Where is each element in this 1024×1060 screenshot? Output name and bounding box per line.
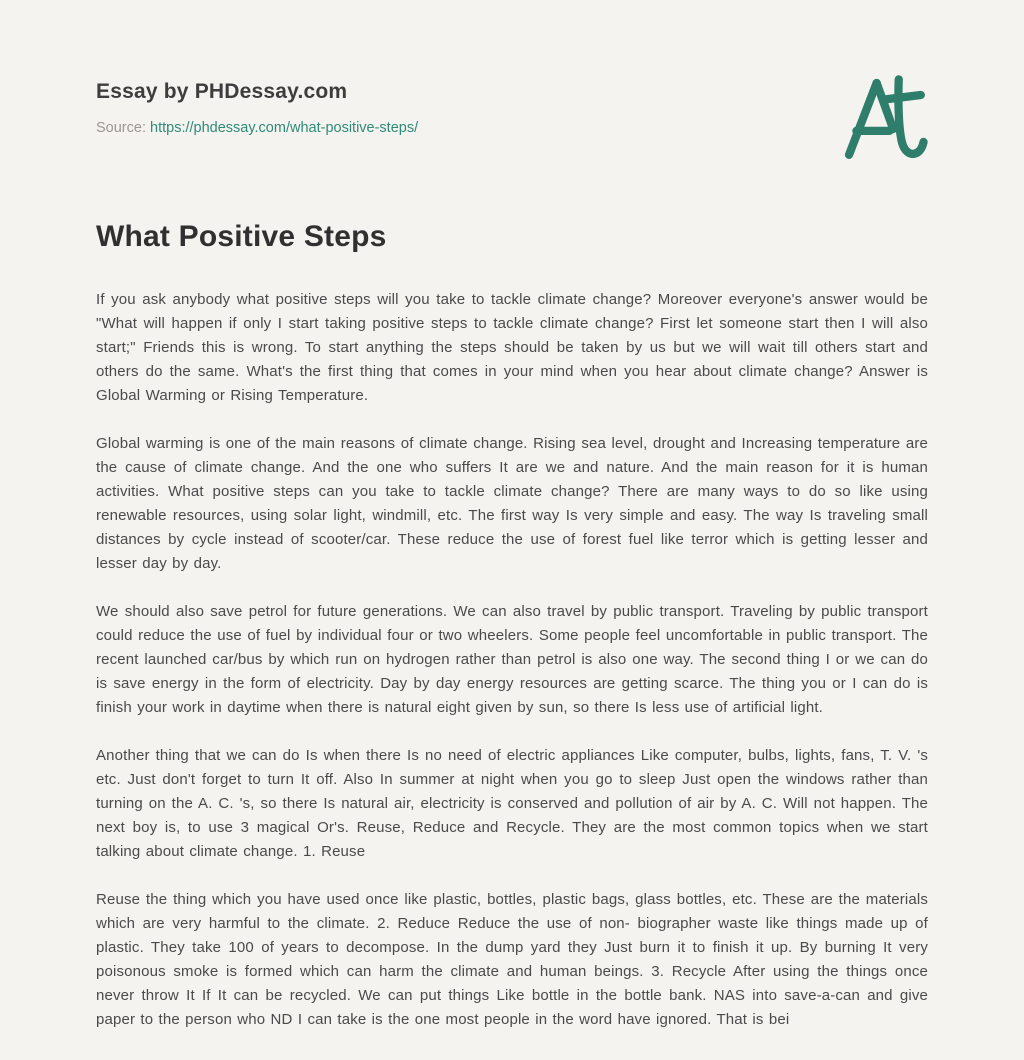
- source-label: Source:: [96, 120, 146, 136]
- essay-byline: Essay by PHDessay.com: [96, 80, 348, 103]
- essay-body: [96, 288, 928, 1032]
- source-line: [96, 120, 928, 136]
- phdessay-logo-icon: [838, 68, 930, 168]
- essay-paragraph: We should also save petrol for future generations. We can also travel by public transport. Traveling by public transport could reduce the use of fuel by individual four or two wheelers. Some people feel uncomfortable in public transport. The recent launched car/bus by which run on hydrogen rather than petrol is also one way. The second thing I or we can do is save energy in the form of electricity. Day by day energy resources are getting scarce. The thing you or I can do is finish your work in daytime when there is natural eight given by sun, so there Is less use of artificial light.: [96, 603, 928, 716]
- source-url-link[interactable]: https://phdessay.com/what-positive-steps/: [150, 120, 419, 136]
- essay-title: What Positive Steps: [96, 220, 387, 253]
- essay-paragraph: If you ask anybody what positive steps will you take to tackle climate change? Moreover everyone's answer would be "What will happen if only I start taking positive steps to tackle climate change? First let someone start then I will also start;" Friends this is wrong. To start anything the steps should be taken by us but we will wait till others start and others do the same. What's the first thing that comes in your mind when you hear about climate change? Answer is Global Warming or Rising Temperature.: [96, 291, 928, 404]
- essay-paragraph: Another thing that we can do Is when there Is no need of electric appliances Like computer, bulbs, lights, fans, T. V. 's etc. Just don't forget to turn It off. Also In summer at night when you go to sleep Just open the windows rather than turning on the A. C. 's, so there Is natural air, electricity is conserved and pollution of air by A. C. Will not happen. The next boy is, to use 3 magical Or's. Reuse, Reduce and Recycle. They are the most common topics when we start talking about climate change. 1. Reuse: [96, 747, 928, 860]
- essay-paragraph: Global warming is one of the main reasons of climate change. Rising sea level, drought and Increasing temperature are the cause of climate change. And the one who suffers It are we and nature. And the main reason for it is human activities. What positive steps can you take to tackle climate change? There are many ways to do so like using renewable resources, using solar light, windmill, etc. The first way Is very simple and easy. The way Is traveling small distances by cycle instead of scooter/car. These reduce the use of forest fuel like terror which is getting lesser and lesser day by day.: [96, 435, 928, 572]
- essay-paragraph: Reuse the thing which you have used once like plastic, bottles, plastic bags, glass bottles, etc. These are the materials which are very harmful to the climate. 2. Reduce Reduce the use of non- biographer waste like things made up of plastic. They take 100 of years to decompose. In the dump yard they Just burn it to finish it up. By burning It very poisonous smoke is formed which can harm the climate and human beings. 3. Recycle After using the things once never throw It If It can be recycled. We can put things Like bottle in the bottle bank. NAS into save-a-can and give paper to the person who ND I can take is the one most people in the word have ignored. That is bei: [96, 891, 928, 1028]
